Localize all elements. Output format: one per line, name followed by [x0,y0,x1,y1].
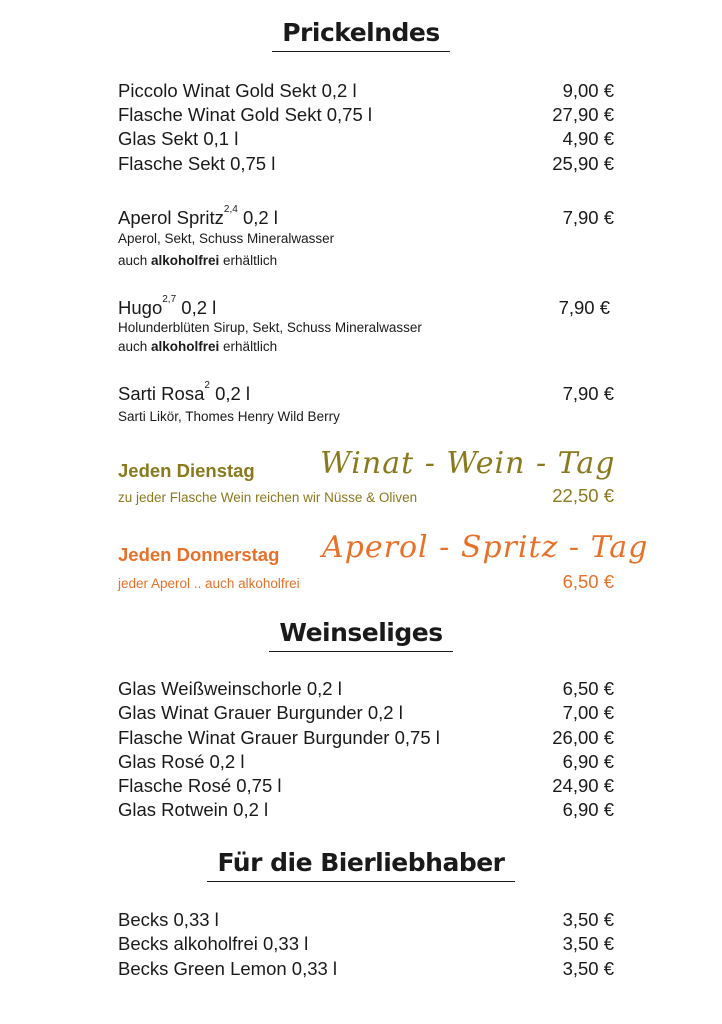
item-size: 0,2 l [237,207,278,228]
menu-item [118,701,614,725]
item-price: 3,50 € [562,958,614,979]
allergen-sup: 2 [204,380,210,391]
item-price: 7,90 € [562,207,614,228]
promo-title-dienstag: Jeden Dienstag [118,460,255,481]
note-text: auch [118,339,152,354]
item-name: Glas Rotwein 0,2 l [118,799,269,820]
menu-item [118,774,614,798]
item-price: 6,90 € [562,751,614,772]
item-price: 6,90 € [562,799,614,820]
item-description: Holunderblüten Sirup, Sekt, Schuss Mineralwasser [118,320,422,335]
menu-item [118,750,614,774]
item-name [118,296,216,320]
item-price: 4,90 € [562,128,614,149]
section-title-text: Prickelndes [272,18,450,52]
menu-item [118,932,614,956]
item-price: 6,50 € [562,678,614,699]
section-title-prickelndes [0,18,722,52]
menu-item [118,726,614,750]
menu-item [118,957,614,981]
menu-item [118,127,614,151]
menu-item-sarti [118,382,614,406]
item-description: Sarti Likör, Thomes Henry Wild Berry [118,409,340,424]
item-name-text: Hugo [118,297,163,318]
section-title-text: Für die Bierliebhaber [207,848,514,882]
item-price: 25,90 € [552,153,614,174]
item-name: Piccolo Winat Gold Sekt 0,2 l [118,80,357,101]
item-price: 27,90 € [552,104,614,125]
section-title-weinseliges [0,618,722,652]
note-text: auch [118,253,152,268]
promo-script-dienstag: Winat - Wein - Tag [320,446,616,481]
menu-item-hugo [118,296,614,320]
menu-item [118,103,614,127]
item-price: 26,00 € [552,727,614,748]
note-text: erhältlich [219,253,278,268]
note-bold: alkoholfrei [151,339,220,354]
item-price: 7,90 € [562,383,614,404]
note-text: erhältlich [219,339,278,354]
item-name: Glas Weißweinschorle 0,2 l [118,678,342,699]
item-name: Glas Sekt 0,1 l [118,128,239,149]
item-name: Flasche Winat Grauer Burgunder 0,75 l [118,727,440,748]
menu-item [118,908,614,932]
promo-script-donnerstag: Aperol - Spritz - Tag [322,530,649,565]
item-name: Flasche Sekt 0,75 l [118,153,276,174]
item-price: 9,00 € [562,80,614,101]
section-title-bier [0,848,722,882]
item-note [118,338,277,356]
promo-desc-donnerstag: jeder Aperol .. auch alkoholfrei [118,576,300,591]
promo-desc-dienstag: zu jeder Flasche Wein reichen wir Nüsse & Oliven [118,490,418,505]
item-price: 3,50 € [562,933,614,954]
menu-item [118,798,614,822]
menu-item [118,677,614,701]
menu-item [118,79,614,103]
item-name [118,382,250,406]
promo-price-dienstag: 22,50 € [552,485,614,506]
item-price: 7,90 € [558,297,610,318]
item-size: 0,2 l [209,383,251,404]
promo-title-donnerstag: Jeden Donnerstag [118,544,280,565]
menu-item-aperol [118,206,614,230]
item-name: Becks alkoholfrei 0,33 l [118,933,309,954]
allergen-sup: 2,4 [223,204,238,215]
allergen-sup: 2,7 [162,294,177,305]
item-name: Becks 0,33 l [118,909,219,930]
item-name: Glas Winat Grauer Burgunder 0,2 l [118,702,403,723]
item-size: 0,2 l [176,297,217,318]
item-name: Flasche Rosé 0,75 l [118,775,282,796]
item-name [118,206,278,230]
item-name: Flasche Winat Gold Sekt 0,75 l [118,104,372,125]
item-name: Becks Green Lemon 0,33 l [118,958,338,979]
menu-item [118,152,614,176]
item-price: 24,90 € [552,775,614,796]
item-description: Aperol, Sekt, Schuss Mineralwasser [118,231,335,246]
section-title-text: Weinseliges [269,618,452,652]
item-price: 3,50 € [562,909,614,930]
item-name-text: Aperol Spritz [118,207,224,228]
item-note [118,252,277,270]
item-name-text: Sarti Rosa [118,383,205,404]
promo-price-donnerstag: 6,50 € [562,571,614,592]
item-name: Glas Rosé 0,2 l [118,751,245,772]
note-bold: alkoholfrei [151,253,220,268]
item-price: 7,00 € [562,702,614,723]
